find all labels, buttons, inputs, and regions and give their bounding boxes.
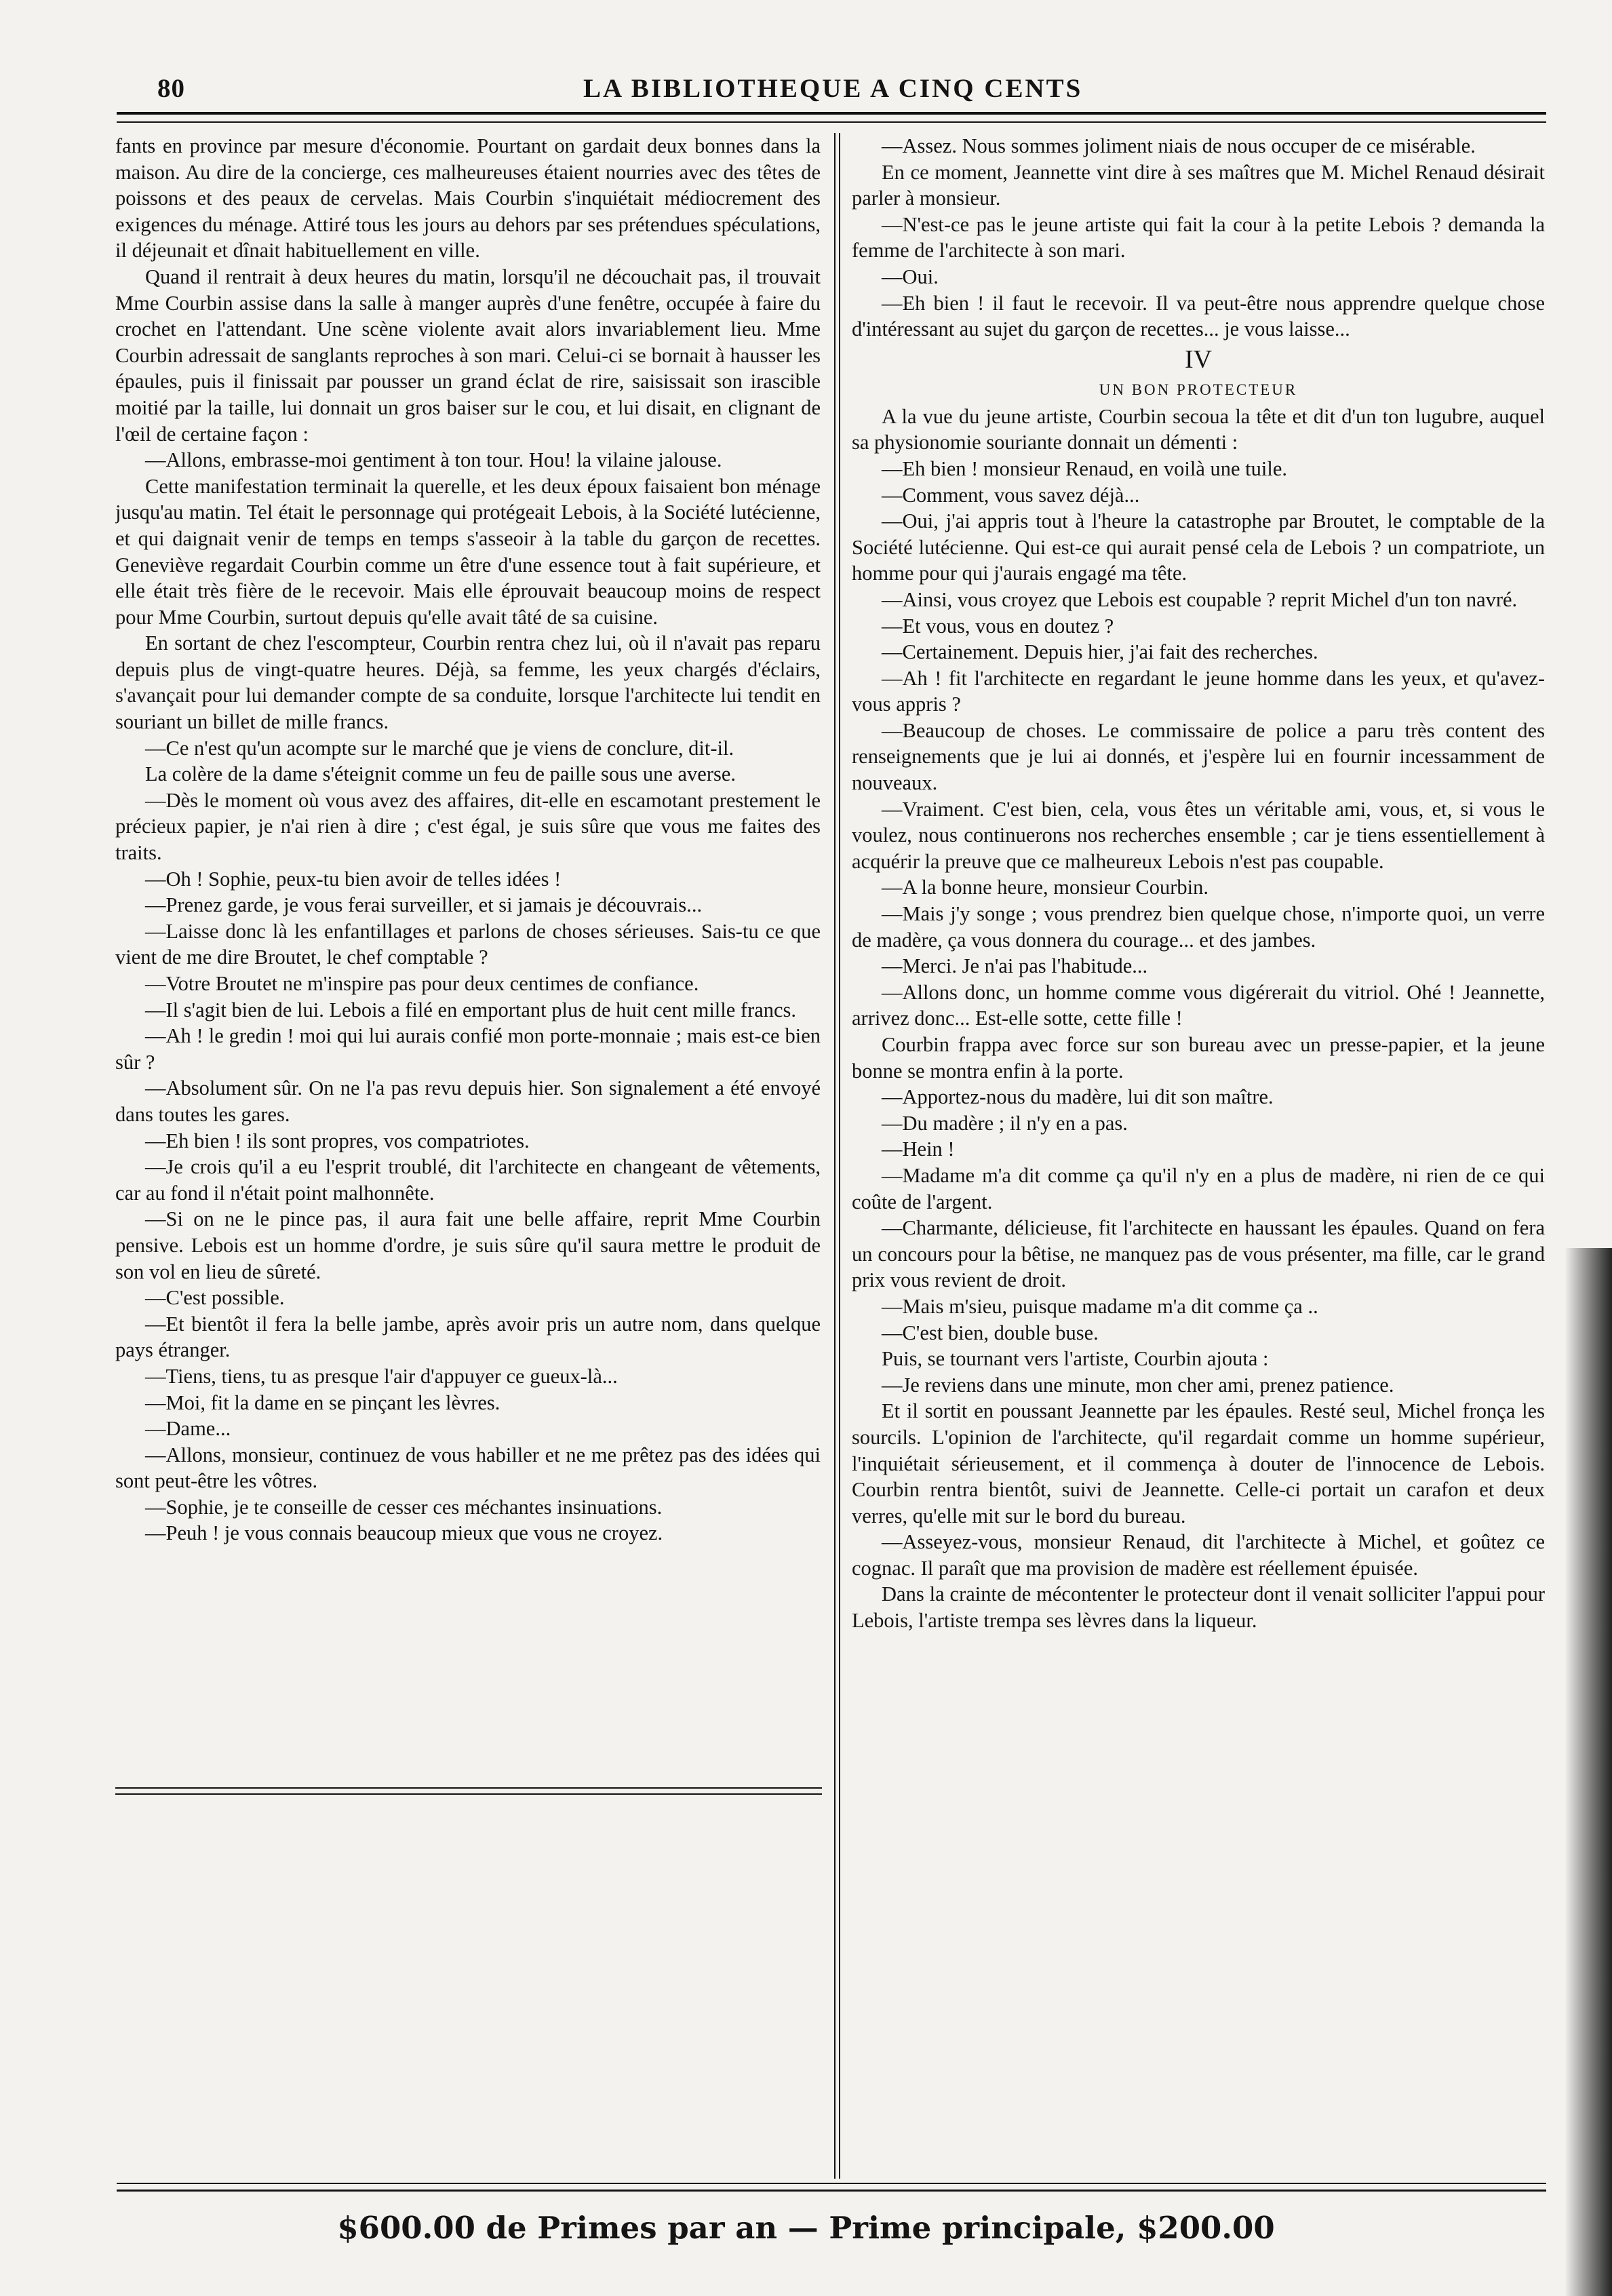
paragraph: En ce moment, Jeannette vint dire à ses maîtres que M. Michel Renaud désirait parler à monsieur. [852,160,1545,210]
page-edge-shadow [1565,1248,1612,2296]
paragraph: —Tiens, tiens, tu as presque l'air d'appuyer ce gueux-là... [145,1364,618,1388]
paragraph: Et il sortit en poussant Jeannette par les épaules. Resté seul, Michel fronça les sourcils. L'opinion de l'architecte, qu'il regardait comme un homme supérieur, l'inquiétait sérieusement, et il commença à douter de l'innocence de Lebois. Courbin rentra bientôt, suivi de Jeannette. Celle-ci portait un carafon et deux verres, qu'elle mit sur le bord du bureau. [852,1399,1545,1528]
paragraph: —Eh bien ! monsieur Renaud, en voilà une tuile. [882,456,1287,480]
paragraph: —Peuh ! je vous connais beaucoup mieux que vous ne croyez. [145,1521,663,1545]
section-divider [115,1787,822,1795]
paragraph: —Dame... [145,1417,231,1441]
paragraph: —Et bientôt il fera la belle jambe, après avoir pris un autre nom, dans quelque pays étranger. [115,1312,821,1362]
paragraph: —Beaucoup de choses. Le commissaire de police a paru très content des renseignements que je lui ai donnés, et j'espère lui en fournir incessamment de nouveaux. [852,718,1545,795]
paragraph: —Oh ! Sophie, peux-tu bien avoir de telles idées ! [145,867,562,891]
paragraph: —Eh bien ! il faut le recevoir. Il va peut-être nous apprendre quelque chose d'intéressant au sujet du garçon de recettes... je vous laisse... [852,291,1545,341]
paragraph: —Si on ne le pince pas, il aura fait une belle affaire, reprit Mme Courbin pensive. Lebois est un homme d'ordre, je suis sûre qu'il saura mettre le produit de son vol en lieu de sûreté. [115,1207,821,1283]
paragraph: Courbin frappa avec force sur son bureau avec un presse-papier, et la jeune bonne se montra enfin à la porte. [852,1033,1545,1083]
paragraph: —Je reviens dans une minute, mon cher ami, prenez patience. [882,1373,1394,1397]
paragraph: —Prenez garde, je vous ferai surveiller, et si jamais je découvrais... [145,893,703,917]
right-column-before-chapter [852,133,1545,343]
paragraph: —Mais m'sieu, puisque madame m'a dit comme ça .. [882,1294,1318,1318]
column-divider [834,133,840,2179]
paragraph: —C'est bien, double buse. [882,1321,1099,1344]
paragraph: —Certainement. Depuis hier, j'ai fait des recherches. [882,640,1318,664]
paragraph: —Dès le moment où vous avez des affaires, dit-elle en escamotant prestement le précieux papier, je n'ai rien à dire ; c'est égal, je suis sûre que vous me faites des traits. [115,788,821,865]
page-number: 80 [157,74,185,103]
paragraph: —Sophie, je te conseille de cesser ces méchantes insinuations. [145,1495,663,1519]
running-head-title: LA BIBLIOTHEQUE A CINQ CENTS [583,74,1083,103]
paragraph: —Allons, monsieur, continuez de vous habiller et ne me prêtez pas des idées qui sont peut-être les vôtres. [115,1443,821,1493]
paragraph: —Laisse donc là les enfantillages et parlons de choses sérieuses. Sais-tu ce que vient de me dire Broutet, le chef comptable ? [115,919,821,969]
paragraph: —Oui, j'ai appris tout à l'heure la catastrophe par Broutet, le comptable de la Société lutécienne. Qui est-ce qui aurait pensé cela de Lebois ? un compatriote, un homme pour qui j'aurais engagé ma tête. [852,509,1545,585]
paragraph: La colère de la dame s'éteignit comme un feu de paille sous une averse. [145,762,736,786]
paragraph: A la vue du jeune artiste, Courbin secoua la tête et dit d'un ton lugubre, auquel sa physionomie souriante donnait un démenti : [852,404,1545,454]
paragraph: Puis, se tournant vers l'artiste, Courbin ajouta : [882,1347,1269,1371]
paragraph: —A la bonne heure, monsieur Courbin. [882,876,1208,899]
header-rule [117,112,1546,123]
paragraph: En sortant de chez l'escompteur, Courbin rentra chez lui, où il n'avait pas reparu depuis plus de vingt-quatre heures. Déjà, sa femme, les yeux chargés d'éclairs, s'avançait pour lui demander compte de sa conduite, lorsque l'architecte lui tendit en souriant un billet de mille francs. [115,631,821,734]
paragraph: —Je crois qu'il a eu l'esprit troublé, dit l'architecte en changeant de vêtements, car au fond il n'était point malhonnête. [115,1155,821,1205]
paragraph: Dans la crainte de mécontenter le protecteur dont il venait solliciter l'appui pour Lebois, l'artiste trempa ses lèvres dans la liqueur. [852,1582,1545,1633]
left-column [115,133,821,2180]
paragraph: —Mais j'y songe ; vous prendrez bien quelque chose, n'importe quoi, un verre de madère, ça vous donnera du courage... et des jambes. [852,902,1545,952]
footer-advert: $600.00 de Primes par an — Prime principale, $200.00 [337,2210,1275,2246]
paragraph: —Ah ! fit l'architecte en regardant le jeune homme dans les yeux, et qu'avez-vous appris ? [852,666,1545,716]
right-column [852,133,1545,2180]
paragraph: —C'est possible. [145,1286,285,1310]
paragraph: Cette manifestation terminait la querelle, et les deux époux faisaient bon ménage jusqu'au matin. Tel était le personnage qui protégeait Lebois, à la Société lutécienne, et qui daignait venir de temps en temps s'asseoir à la table du garçon de recettes. Geneviève regardait Courbin comme un être d'une essence tout à fait supérieure, et elle était très fière de le recevoir. Mais elle éprouvait beaucoup moins de respect pour Mme Courbin, surtout depuis qu'elle avait tâté de sa cuisine. [115,474,821,629]
chapter-numeral: IV [1184,345,1213,374]
paragraph: —Allons donc, un homme comme vous digérerait du vitriol. Ohé ! Jeannette, arrivez donc... Est-elle sotte, cette fille ! [852,980,1545,1030]
paragraph: —Allons, embrasse-moi gentiment à ton tour. Hou! la vilaine jalouse. [145,448,722,472]
paragraph: —Votre Broutet ne m'inspire pas pour deux centimes de confiance. [145,972,699,995]
paragraph: —Ah ! le gredin ! moi qui lui aurais confié mon porte-monnaie ; mais est-ce bien sûr ? [115,1024,821,1074]
paragraph: —Eh bien ! ils sont propres, vos compatriotes. [145,1129,530,1152]
paragraph: —Il s'agit bien de lui. Lebois a filé en emportant plus de huit cent mille francs. [145,998,797,1021]
paragraph: —Merci. Je n'ai pas l'habitude... [882,954,1148,978]
paragraph: —Hein ! [882,1137,955,1161]
paragraph: —Vraiment. C'est bien, cela, vous êtes un véritable ami, vous, et, si vous le voulez, nous continuerons nos recherches ensemble ; car je tiens essentiellement à acquérir la preuve que ce malheureux Lebois n'est pas coupable. [852,797,1545,873]
paragraph: —Assez. Nous sommes joliment niais de nous occuper de ce misérable. [882,134,1476,157]
paragraph: —Apportez-nous du madère, lui dit son maître. [882,1085,1274,1109]
paragraph: —Charmante, délicieuse, fit l'architecte en haussant les épaules. Quand on fera un concours pour la bêtise, ne manquez pas de vous présenter, ma fille, car le grand prix vous revient de droit. [852,1216,1545,1292]
chapter-title: UN BON PROTECTEUR [1099,381,1298,398]
paragraph: —Moi, fit la dame en se pinçant les lèvres. [145,1390,500,1414]
paragraph: —Et vous, vous en doutez ? [882,614,1114,638]
paragraph: —Comment, vous savez déjà... [882,483,1140,507]
right-column-after-chapter [852,404,1545,1634]
paragraph: fants en province par mesure d'économie. Pourtant on gardait deux bonnes dans la maison. Au dire de la concierge, ces malheureuses étaient nourries avec des têtes de poissons et des peaux de cervelas. Mais Courbin s'inquiétait médiocrement des exigences du ménage. Attiré tous les jours au dehors par ses prétendues spéculations, il déjeunait et dînait habituellement en ville. [115,134,821,262]
paragraph: —Asseyez-vous, monsieur Renaud, dit l'architecte à Michel, et goûtez ce cognac. Il paraît que ma provision de madère est réellement épuisée. [852,1530,1545,1580]
paragraph: —N'est-ce pas le jeune artiste qui fait la cour à la petite Lebois ? demanda la femme de l'architecte à son mari. [852,212,1545,262]
footer-rule [117,2183,1546,2192]
paragraph: —Du madère ; il n'y en a pas. [882,1111,1128,1135]
paragraph: —Madame m'a dit comme ça qu'il n'y en a plus de madère, ni rien de ce qui coûte de l'argent. [852,1163,1545,1213]
paragraph: —Ce n'est qu'un acompte sur le marché que je viens de conclure, dit-il. [145,736,734,760]
paragraph: —Oui. [882,265,939,288]
paragraph: —Ainsi, vous croyez que Lebois est coupable ? reprit Michel d'un ton navré. [882,587,1518,611]
paragraph: —Absolument sûr. On ne l'a pas revu depuis hier. Son signalement a été envoyé dans toutes les gares. [115,1076,821,1126]
paragraph: Quand il rentrait à deux heures du matin, lorsqu'il ne découchait pas, il trouvait Mme Courbin assise dans la salle à manger auprès d'une fenêtre, occupée à faire du crochet en l'attendant. Une scène violente avait alors invariablement lieu. Mme Courbin adressait de sanglants reproches à son mari. Celui-ci se bornait à hausser les épaules, puis il finissait par pousser un grand éclat de rire, saisissait son irascible moitié par la taille, lui donnait un gros baiser sur le cou, et lui disait, en clignant de l'œil de certaine façon : [115,265,821,446]
